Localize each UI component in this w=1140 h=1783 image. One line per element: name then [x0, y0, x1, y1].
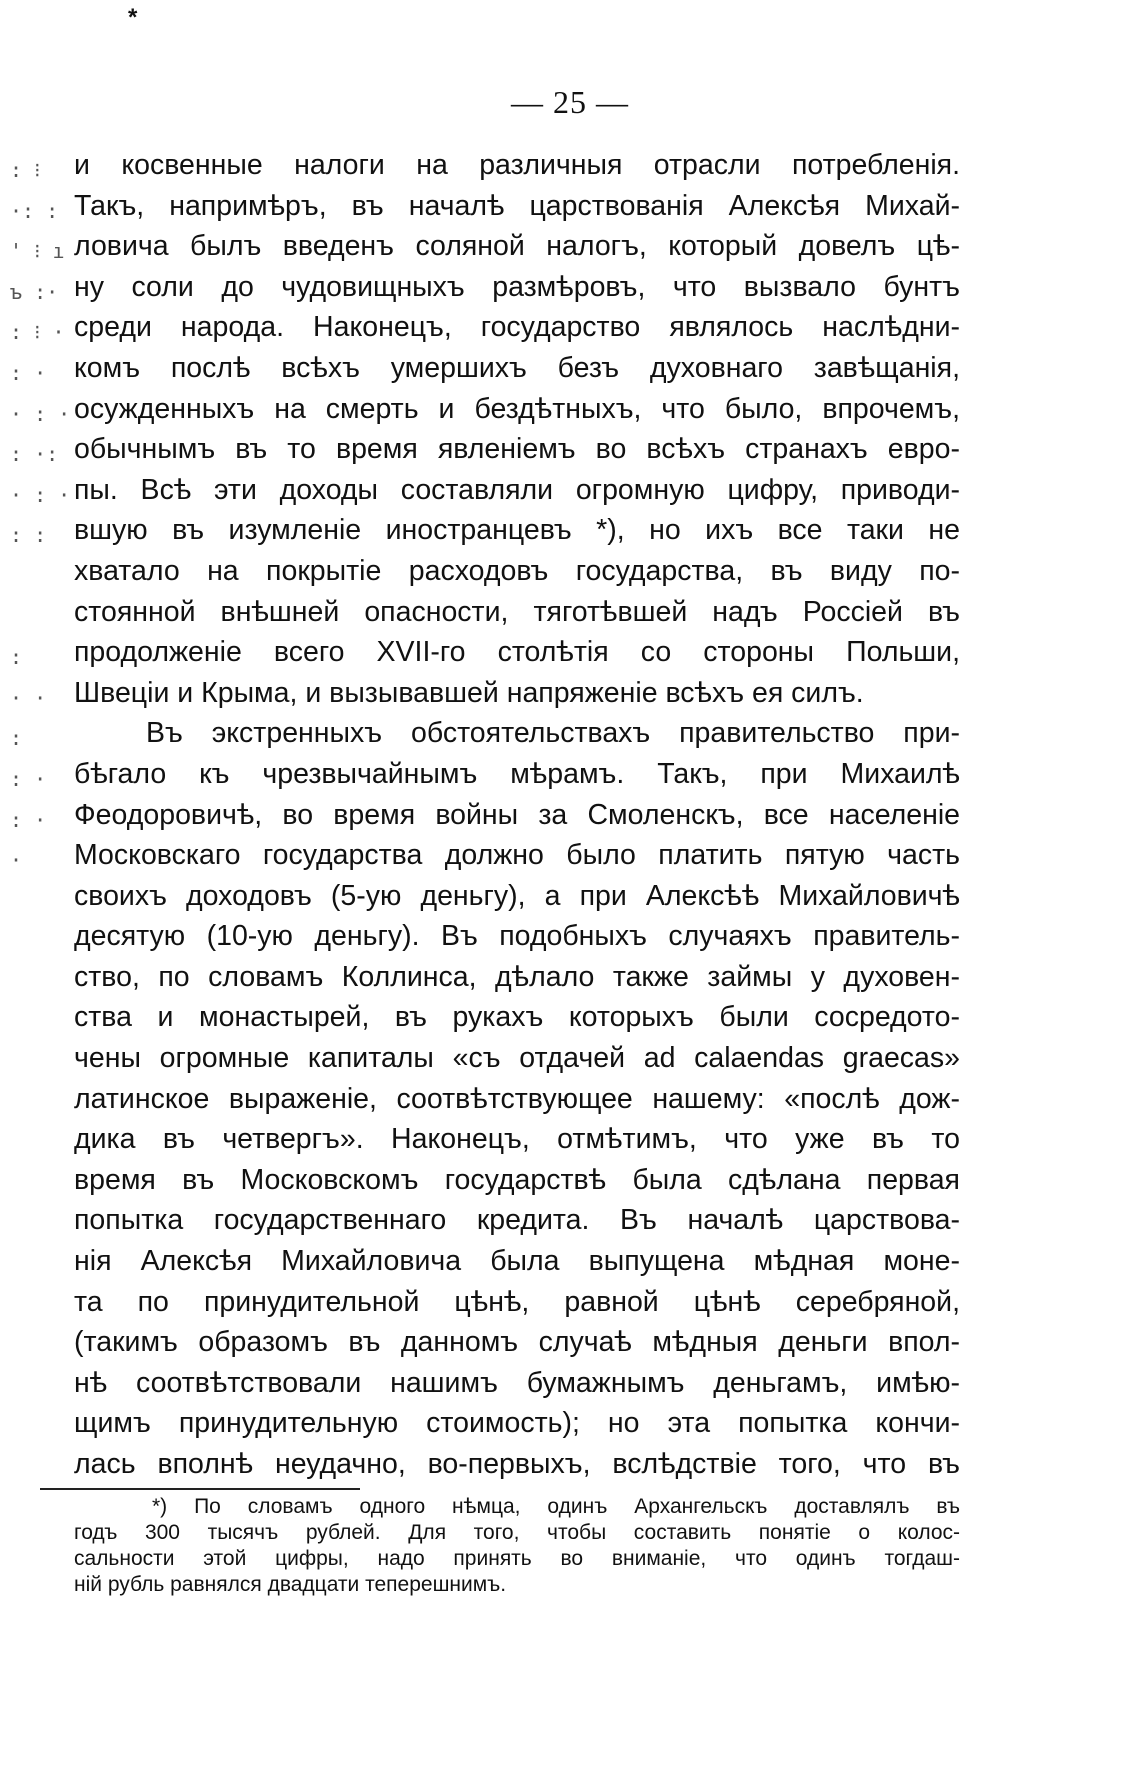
footnote-line: сальности этой цифры, надо принять во вниманіе, что одинъ тогдаш-	[74, 1547, 960, 1570]
text-line: бѣгало къ чрезвычайнымъ мѣрамъ. Такъ, при Михаилѣ	[74, 757, 960, 790]
text-line: чены огромные капиталы «съ отдачей ad calaendas graecas»	[74, 1042, 960, 1075]
footnote	[74, 1494, 960, 1598]
text-line: вшую въ изумленіе иностранцевъ *), но ихъ все таки не	[74, 514, 960, 547]
margin-mark: : ⁝	[10, 158, 41, 182]
margin-mark	[10, 556, 72, 597]
text-line: (такимъ образомъ въ данномъ случаѣ мѣдныя деньги впол-	[74, 1326, 960, 1359]
margin-mark: ·	[10, 848, 23, 873]
text-line: ну соли до чудовищныхъ размѣровъ, что вызвало бунтъ	[74, 270, 960, 303]
text-line: ловича былъ введенъ соляной налогъ, который довелъ цѣ-	[74, 230, 960, 263]
margin-mark: ·: :	[10, 198, 59, 223]
text-line: хватало на покрытіе расходовъ государства, въ виду по-	[74, 554, 960, 587]
margin-mark: : ·:	[10, 442, 59, 467]
corner-mark: *	[128, 4, 138, 31]
text-line: Такъ, напримѣръ, въ началѣ царствованія Алексѣя Михай-	[74, 189, 960, 222]
text-line: обычнымъ въ то время явленіемъ во всѣхъ странахъ евро-	[74, 433, 960, 466]
text-line: та по принудительной цѣнѣ, равной цѣнѣ серебряной,	[74, 1285, 960, 1318]
margin-mark: ъ :·	[10, 279, 59, 304]
text-line: время въ Московскомъ государствѣ была сдѣлана первая	[74, 1163, 960, 1196]
text-line: попытка государственнаго кредита. Въ началѣ царствова-	[74, 1204, 960, 1237]
footnote-rule	[40, 1488, 360, 1490]
text-line: своихъ доходовъ (5-ую деньгу), а при Алексѣѣ Михайловичѣ	[74, 879, 960, 912]
text-line: нѣ соотвѣтствовали нашимъ бумажнымъ деньгамъ, имѣю-	[74, 1366, 960, 1399]
text-line: стоянной внѣшней опасности, тяготѣвшей надъ Россіей въ	[74, 595, 960, 628]
margin-mark: :	[10, 645, 23, 670]
footnote-line: ній рубль равнялся двадцати теперешнимъ.	[74, 1573, 507, 1596]
margin-mark: : ·	[10, 807, 47, 832]
text-line: лась вполнѣ неудачно, во-первыхъ, вслѣдствіе того, что въ	[74, 1448, 960, 1480]
margin-mark: : ⁝ ·	[10, 320, 65, 345]
text-line: дика въ четвергъ». Наконецъ, отмѣтимъ, что уже въ то	[74, 1123, 960, 1156]
text-line: ство, по словамъ Коллинса, дѣлало также займы у духовен-	[74, 960, 960, 993]
text-line: щимъ принудительную стоимость); но эта попытка кончи-	[74, 1407, 960, 1440]
body-text	[74, 145, 960, 1485]
text-line: латинское выраженіе, соотвѣтствующее нашему: «послѣ дож-	[74, 1082, 960, 1115]
text-line: Швеціи и Крыма, и вызывавшей напряженіе всѣхъ ея силъ.	[74, 676, 864, 709]
footnote-line: годъ 300 тысячъ рублей. Для того, чтобы составить понятіе о колос-	[74, 1521, 960, 1544]
margin-mark: · : ·	[10, 482, 71, 507]
text-line: продолженіе всего XVII-го столѣтія со стороны Польши,	[74, 636, 960, 669]
text-line: ства и монастырей, въ рукахъ которыхъ были сосредото-	[74, 1001, 960, 1034]
margin-marks	[10, 150, 72, 881]
margin-mark: : :	[10, 523, 47, 548]
text-line: Феодоровичѣ, во время войны за Смоленскъ, все населеніе	[74, 798, 960, 831]
text-line: осужденныхъ на смерть и бездѣтныхъ, что было, впрочемъ,	[74, 392, 960, 425]
margin-mark	[10, 597, 72, 638]
text-line: Въ экстренныхъ обстоятельствахъ правительство при-	[146, 717, 960, 750]
page-number: — 25 —	[511, 84, 629, 120]
text-line: среди народа. Наконецъ, государство являлось наслѣдни-	[74, 311, 960, 344]
text-line: Московскаго государства должно было платить пятую часть	[74, 839, 960, 872]
text-line: и косвенные налоги на различныя отрасли потребленія.	[74, 149, 960, 181]
margin-mark: : ·	[10, 766, 47, 791]
margin-mark: : ·	[10, 360, 47, 385]
margin-mark: ' ⁝ ı	[10, 239, 65, 264]
margin-mark: :	[10, 726, 23, 751]
text-line: пы. Всѣ эти доходы составляли огромную цифру, приводи-	[74, 473, 960, 506]
text-line: десятую (10-ую деньгу). Въ подобныхъ случаяхъ правитель-	[74, 920, 960, 953]
margin-mark: · ·	[10, 685, 47, 710]
margin-mark: · : ·	[10, 401, 71, 426]
text-line: нія Алексѣя Михайловича была выпущена мѣдная моне-	[74, 1245, 960, 1278]
footnote-line: *) По словамъ одного нѣмца, одинъ Архангельскъ доставлялъ въ	[152, 1495, 960, 1518]
text-line: комъ послѣ всѣхъ умершихъ безъ духовнаго завѣщанія,	[74, 351, 960, 384]
